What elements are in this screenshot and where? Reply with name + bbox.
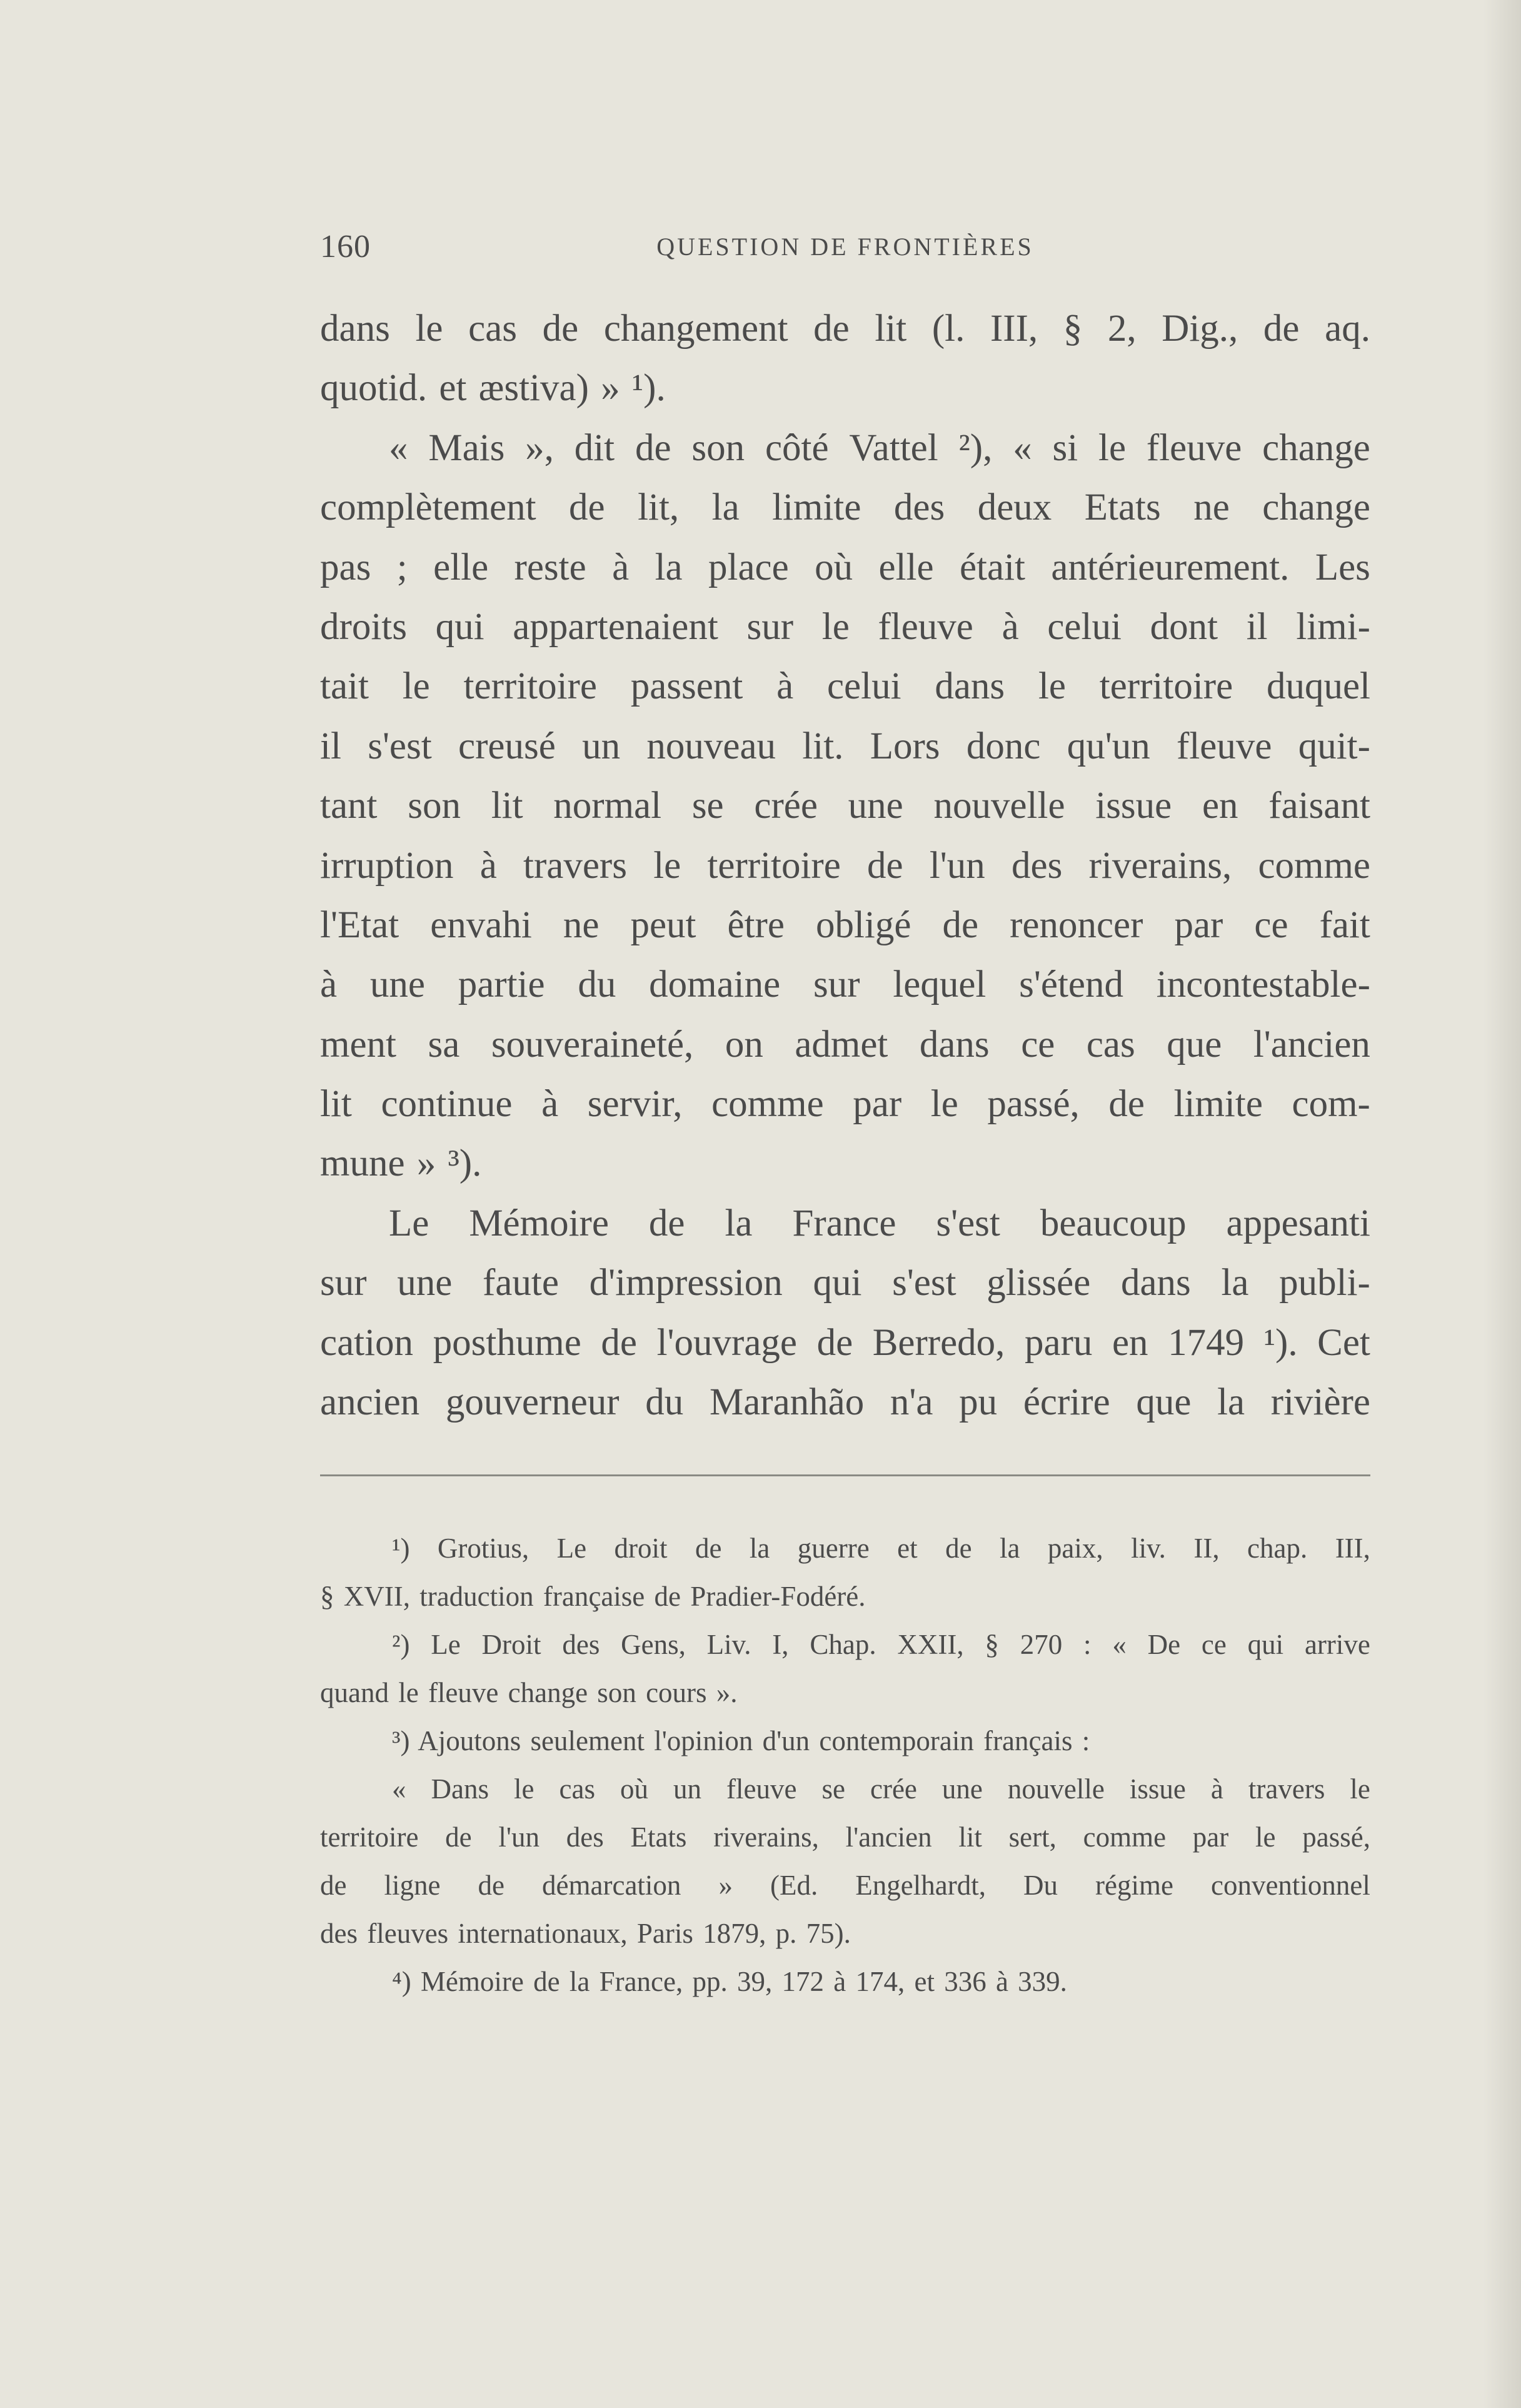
footnote-rule <box>320 1474 1370 1476</box>
body-line: droits qui appartenaient sur le fleuve à celui dont il limi- <box>320 605 1370 648</box>
footnote-line: territoire de l'un des Etats riverains, l'ancien lit sert, comme par le passé, <box>320 1821 1370 1853</box>
body-line: ment sa souveraineté, on admet dans ce cas que l'ancien <box>320 1023 1370 1065</box>
body-line: « Mais », dit de son côté Vattel ²), « si le fleuve change <box>389 426 1370 469</box>
footnote-line: des fleuves internationaux, Paris 1879, p. 75). <box>320 1918 851 1949</box>
body-line: complètement de lit, la limite des deux Etats ne change <box>320 486 1370 529</box>
footnote-line: ⁴) Mémoire de la France, pp. 39, 172 à 174, et 336 à 339. <box>392 1966 1067 1997</box>
body-line: il s'est creusé un nouveau lit. Lors donc qu'un fleuve quit- <box>320 725 1370 767</box>
body-line: cation posthume de l'ouvrage de Berredo, paru en 1749 ¹). Cet <box>320 1321 1370 1364</box>
body-line: tait le territoire passent à celui dans le territoire duquel <box>320 665 1370 708</box>
body-line: dans le cas de changement de lit (l. III, § 2, Dig., de aq. <box>320 308 1370 350</box>
body-line: lit continue à servir, comme par le passé, de limite com- <box>320 1083 1370 1126</box>
page-header <box>320 228 1370 278</box>
body-line: ancien gouverneur du Maranhão n'a pu écrire que la rivière <box>320 1381 1370 1424</box>
footnote-line: ³) Ajoutons seulement l'opinion d'un contemporain français : <box>392 1725 1090 1756</box>
body-line: Le Mémoire de la France s'est beaucoup appesanti <box>389 1202 1370 1244</box>
body-line: pas ; elle reste à la place où elle était antérieurement. Les <box>320 546 1370 588</box>
footnote-line: ²) Le Droit des Gens, Liv. I, Chap. XXII, § 270 : « De ce qui arrive <box>392 1629 1370 1660</box>
body-line: irruption à travers le territoire de l'un des riverains, comme <box>320 844 1370 887</box>
footnote-line: § XVII, traduction française de Pradier-Fodéré. <box>320 1581 866 1612</box>
body-text <box>320 299 1370 1432</box>
body-line: l'Etat envahi ne peut être obligé de renoncer par ce fait <box>320 904 1370 946</box>
body-line: tant son lit normal se crée une nouvelle issue en faisant <box>320 785 1370 827</box>
body-line: quotid. et æstiva) » ¹). <box>320 367 666 410</box>
body-line: à une partie du domaine sur lequel s'étend incontestable- <box>320 964 1370 1006</box>
footnote-line: « Dans le cas où un fleuve se crée une nouvelle issue à travers le <box>392 1773 1370 1805</box>
page-number: 160 <box>320 229 371 264</box>
running-title: QUESTION DE FRONTIÈRES <box>656 233 1034 261</box>
footnote-line: quand le fleuve change son cours ». <box>320 1677 738 1708</box>
footnote-line: ¹) Grotius, Le droit de la guerre et de la paix, liv. II, chap. III, <box>392 1533 1370 1564</box>
body-line: mune » ³). <box>320 1142 482 1185</box>
body-line: sur une faute d'impression qui s'est glissée dans la publi- <box>320 1262 1370 1304</box>
footnote-line: de ligne de démarcation » (Ed. Engelhardt, Du régime conventionnel <box>320 1870 1370 1901</box>
footnotes <box>320 1524 1370 2006</box>
page-edge-shadow <box>1483 0 1521 2408</box>
